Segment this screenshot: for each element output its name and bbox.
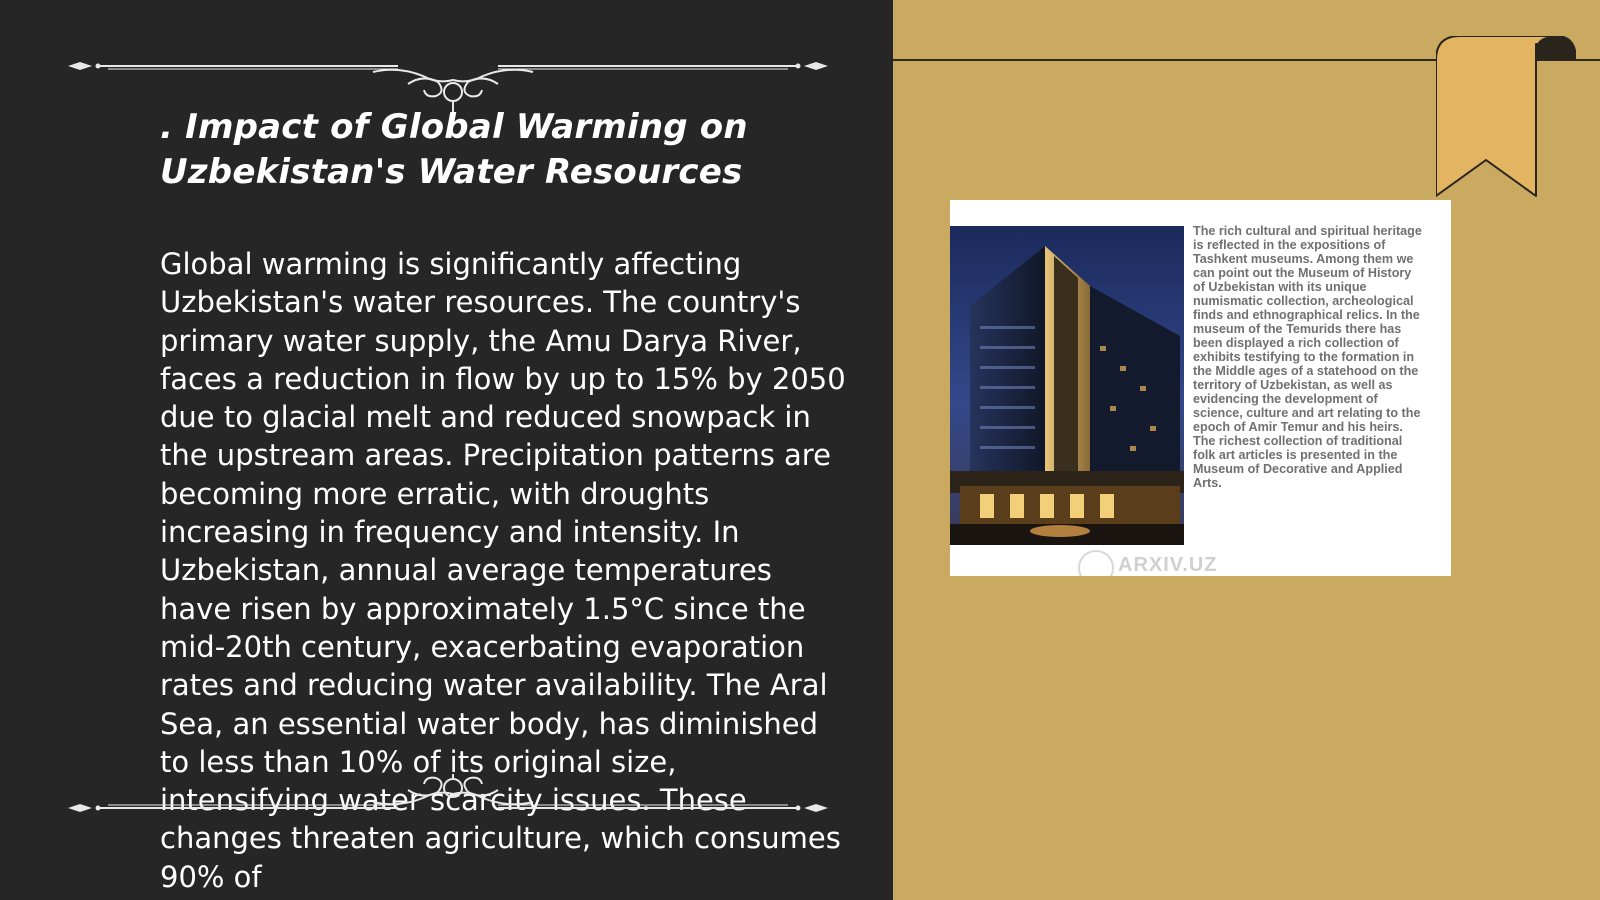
museum-caption-text: The rich cultural and spiritual heritage is reflected in the expositions of Tashkent museums. Among them we can point out the Museum of History of Uzbekistan with its unique numismatic collection, archeological finds and ethnographical relics. In the museum of the Temurids there has been displayed a rich collection of exhibits testifying to the formation in the Middle ages of a statehood on the territory of Uzbekistan, as well as evidencing the development of science, culture and art relating to the epoch of Amir Temur and his heirs. The richest collection of traditional folk art articles is presented in the Museum of Decorative and Applied Arts.	[1193, 224, 1422, 490]
bookmark-icon	[1436, 36, 1576, 198]
slide-title: . Impact of Global Warming on Uzbekistan's Water Resources	[160, 107, 748, 192]
watermark-label: ARXIV.UZ	[1118, 554, 1218, 576]
watermark-logo-icon	[1078, 550, 1114, 576]
slide-body-text: Global warming is significantly affecting Uzbekistan's water resources. The country's primary water supply, the Amu Darya River, faces a reduction in flow by up to 15% by 2050 due to glacial melt and reduced snowpack in the upstream areas. Precipitation patterns are becoming more erratic, with droughts increasing in frequency and intensity. In Uzbekistan, annual average temperatures have risen by approximately 1.5°C since the mid-20th century, exacerbating evaporation rates and reducing water availability. The Aral Sea, an essential water body, has diminished to less than 10% of its original size, intensifying water scarcity issues. These changes threaten agriculture, which consumes 90% of	[160, 247, 846, 894]
bottom-ornament-divider	[68, 774, 828, 834]
top-ornament-divider	[68, 52, 828, 112]
hotel-building-photo	[950, 226, 1184, 545]
museum-photo-card	[950, 200, 1451, 576]
arxiv-watermark	[1078, 548, 1278, 576]
